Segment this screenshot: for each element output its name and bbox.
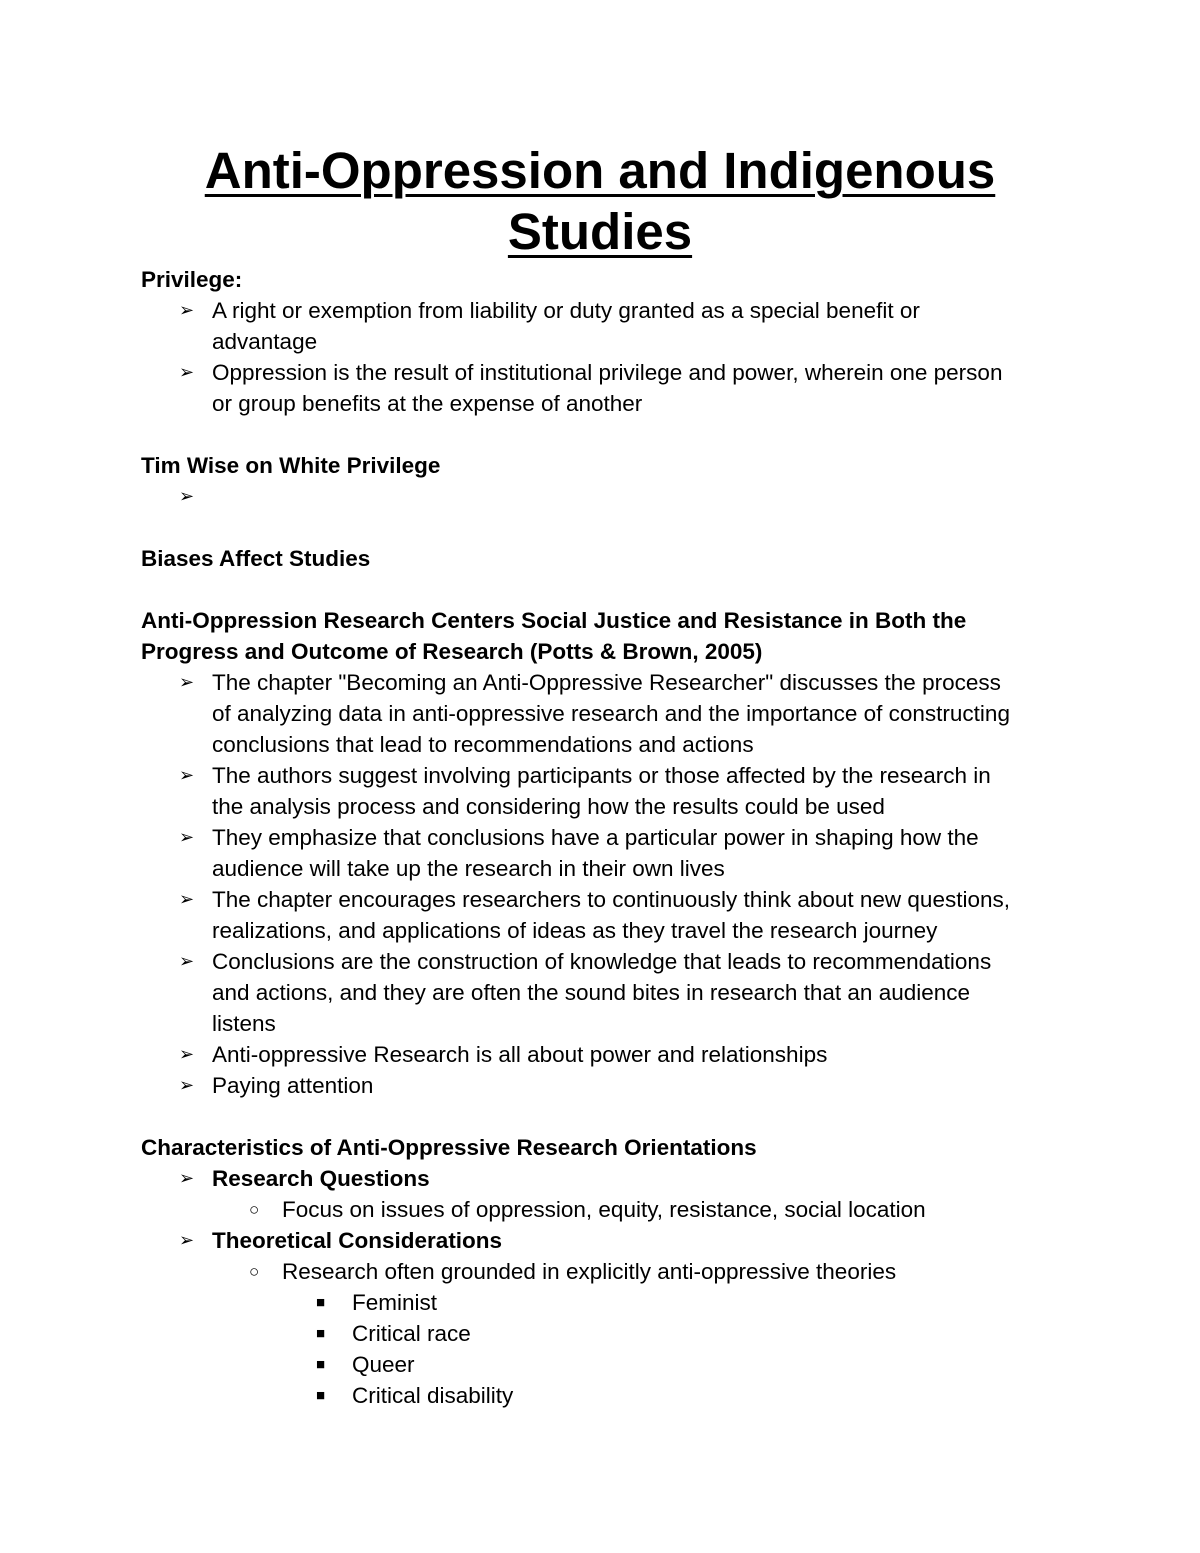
arrow-bullet-icon: ➢	[179, 951, 195, 971]
heading-anti-oppression-research-line-2: Progress and Outcome of Research (Potts & Brown, 2005)	[141, 639, 763, 664]
research-item-3-line-2: audience will take up the research in their own lives	[212, 856, 725, 881]
theory-item-feminist: Feminist	[352, 1290, 438, 1315]
heading-biases: Biases Affect Studies	[141, 546, 371, 571]
arrow-bullet-icon: ➢	[179, 1044, 195, 1064]
heading-privilege: Privilege:	[141, 267, 243, 292]
privilege-item-1-line-1: A right or exemption from liability or duty granted as a special benefit or	[212, 298, 920, 323]
square-bullet-icon: ■	[316, 1387, 326, 1404]
document-title	[100, 140, 1100, 262]
theoretical-considerations-label: Theoretical Considerations	[212, 1228, 503, 1253]
arrow-bullet-icon: ➢	[179, 300, 195, 320]
research-item-2-line-2: the analysis process and considering how the results could be used	[212, 794, 885, 819]
title-line-2: Studies	[507, 203, 693, 260]
research-item-1-line-1: The chapter "Becoming an Anti-Oppressive Researcher" discusses the process	[212, 670, 1001, 695]
privilege-item-1-line-2: advantage	[212, 329, 318, 354]
research-item-7-line-1: Paying attention	[212, 1073, 374, 1098]
title-line-1: Anti-Oppression and Indigenous	[204, 142, 996, 199]
research-questions-sub: Focus on issues of oppression, equity, resistance, social location	[282, 1197, 926, 1222]
square-bullet-icon: ■	[316, 1294, 326, 1311]
research-questions-label: Research Questions	[212, 1166, 430, 1191]
theory-item-critical-race: Critical race	[352, 1321, 471, 1346]
research-item-1-line-2: of analyzing data in anti-oppressive research and the importance of constructing	[212, 701, 1010, 726]
square-bullet-icon: ■	[316, 1356, 326, 1373]
arrow-bullet-icon: ➢	[179, 765, 195, 785]
square-bullet-icon: ■	[316, 1325, 326, 1342]
research-item-5-line-2: and actions, and they are often the sound bites in research that an audience	[212, 980, 971, 1005]
research-item-4-line-2: realizations, and applications of ideas as they travel the research journey	[212, 918, 938, 943]
research-item-5-line-3: listens	[212, 1011, 276, 1036]
theoretical-considerations-sub: Research often grounded in explicitly anti-oppressive theories	[282, 1259, 897, 1284]
research-item-5-line-1: Conclusions are the construction of knowledge that leads to recommendations	[212, 949, 992, 974]
arrow-bullet-icon: ➢	[179, 672, 195, 692]
arrow-bullet-icon: ➢	[179, 1230, 195, 1250]
heading-tim-wise: Tim Wise on White Privilege	[141, 453, 441, 478]
circle-bullet-icon: ○	[249, 1262, 260, 1281]
arrow-bullet-icon: ➢	[179, 889, 195, 909]
circle-bullet-icon: ○	[249, 1200, 260, 1219]
theory-item-critical-disability: Critical disability	[352, 1383, 514, 1408]
heading-anti-oppression-research-line-1: Anti-Oppression Research Centers Social Justice and Resistance in Both the	[141, 608, 967, 633]
research-item-1-line-3: conclusions that lead to recommendations and actions	[212, 732, 754, 757]
research-item-6-line-1: Anti-oppressive Research is all about power and relationships	[212, 1042, 828, 1067]
arrow-bullet-icon: ➢	[179, 827, 195, 847]
privilege-item-2-line-2: or group benefits at the expense of another	[212, 391, 643, 416]
arrow-bullet-icon: ➢	[179, 1168, 195, 1188]
arrow-bullet-icon: ➢	[179, 1075, 195, 1095]
research-item-2-line-1: The authors suggest involving participants or those affected by the research in	[212, 763, 991, 788]
arrow-bullet-icon: ➢	[179, 362, 195, 382]
heading-characteristics: Characteristics of Anti-Oppressive Research Orientations	[141, 1135, 757, 1160]
privilege-item-2-line-1: Oppression is the result of institutional privilege and power, wherein one person	[212, 360, 1003, 385]
theory-item-queer: Queer	[352, 1352, 415, 1377]
research-item-4-line-1: The chapter encourages researchers to continuously think about new questions,	[212, 887, 1010, 912]
research-item-3-line-1: They emphasize that conclusions have a particular power in shaping how the	[212, 825, 979, 850]
arrow-bullet-icon: ➢	[179, 486, 195, 506]
